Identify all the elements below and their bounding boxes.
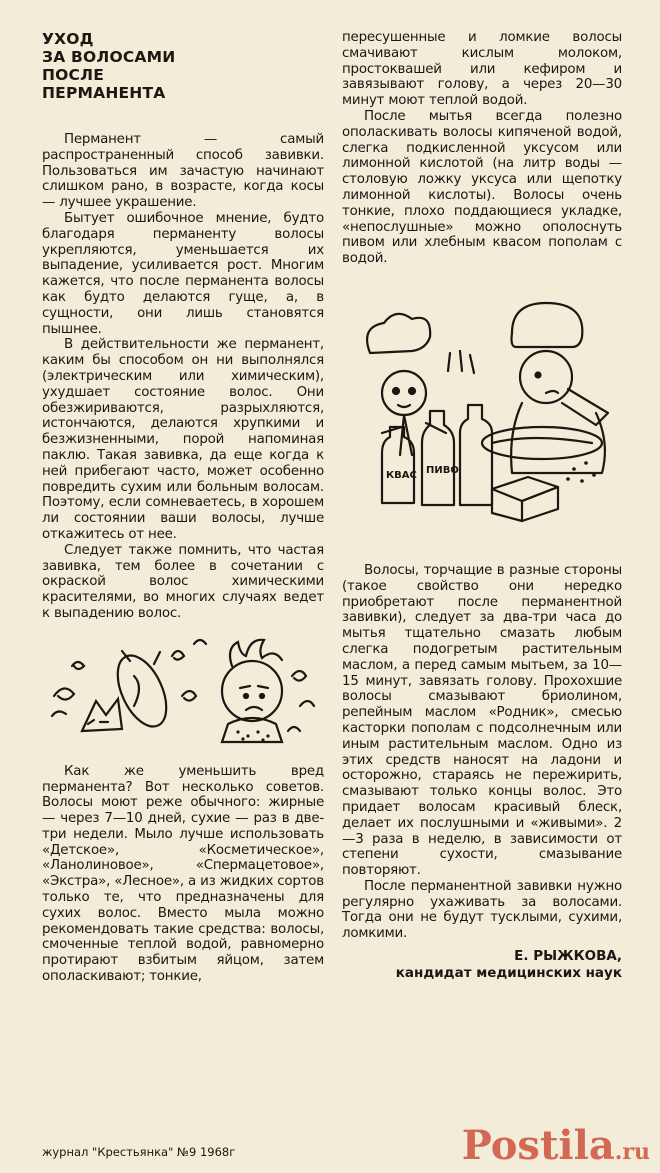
- paragraph: После перманентной завивки нужно регулярно ухаживать за волосами. Тогда они не будут тусклыми, сухими, ломкими.: [342, 878, 622, 942]
- watermark-suffix: .ru: [614, 1139, 650, 1165]
- author-signature: [342, 948, 622, 982]
- title-line: ПОСЛЕ: [42, 66, 104, 84]
- article-title: [42, 30, 324, 102]
- paragraph: Волосы, торчащие в разные стороны (такое свойство они нередко приобретают после перманентной завивки), следует за два-три часа до мытья тщательно смазать любым слегка подогретым растительным маслом, а перед самым мытьем, за 10—15 минут, завязать голову. Прохохшие волосы смазывают бриолином, репейным маслом «Родник», смесью касторки пополам с подсолнечным или иным растительным маслом. Одно из этих средств наносят на ладони и осторожно, стараясь не пережирить, смазывают только концы волос. Это придает волосам красивый блеск, делает их послушными и «живыми». 2—3 раза в неделю, в зависимости от степени сухости, смазывание повторяют.: [342, 562, 622, 879]
- paragraph: Бытует ошибочное мнение, будто благодаря перманенту волосы укрепляются, уменьшается их выпадение, усиливается рост. Многим кажется, что после перманента волосы как будто делаются гуще, а, в сущности, они лишь становятся пышнее.: [42, 210, 324, 337]
- cartoon-drawing: [342, 293, 622, 533]
- bottle-label-kvass: КВАС: [386, 469, 417, 481]
- author-name: Е. РЫЖКОВА,: [514, 948, 622, 965]
- left-column: [42, 30, 324, 985]
- paragraph: пересушенные и ломкие волосы смачивают кислым молоком, простоквашей или кефиром и завязывают голову, а через 20—30 минут моют теплой водой.: [342, 30, 622, 109]
- paragraph: Следует также помнить, что частая завивка, тем более в сочетании с окраской волос химическими красителями, во многих случаях ведет к выпадению волос.: [42, 542, 324, 621]
- paragraph: После мытья всегда полезно ополаскивать волосы кипяченой водой, слегка подкисленной уксусом или лимонной кислотой (на литр воды — столовую ложку уксуса или щепотку лимонной кислоты). Волосы очень тонкие, плохо поддающиеся укладке, «непослушные» можно ополоснуть пивом или хлебным квасом пополам с водой.: [342, 108, 622, 267]
- paragraph: Перманент — самый распространенный способ завивки. Пользоваться им зачастую начинают слишком рано, в возрасте, когда косы — лучшее украшение.: [42, 132, 324, 211]
- right-column: [342, 30, 622, 982]
- cartoon-drawing: [42, 636, 324, 746]
- title-line: УХОД: [42, 30, 94, 48]
- source-caption: журнал "Крестьянка" №9 1968г: [42, 1145, 236, 1159]
- watermark-main: Postila: [461, 1122, 615, 1169]
- title-line: ПЕРМАНЕНТА: [42, 84, 166, 102]
- paragraph: В действительности же перманент, каким бы способом он ни выполнялся (электрическим или химическим), ухудшает состояние волос. Они обезжириваются, разрыхляются, истончаются, делаются хрупкими и безжизненными, порой напоминая паклю. Такая завивка, да еще когда к ней прибегают часто, может особенно повредить сухим или больным волосам. Поэтому, если сомневаетесь, в хорошем ли состоянии ваши волосы, лучше откажитесь от нее.: [42, 337, 324, 542]
- tangled-hair-illustration: [42, 636, 324, 750]
- paragraph: Как же уменьшить вред перманента? Вот несколько советов. Волосы моют реже обычного: жирные — через 7—10 дней, сухие — раз в две-три недели. Мыло лучше использовать «Детское», «Косметическое», «Ланолиновое», «Спермацетовое», «Экстра», «Лесное», а из жидких сортов только те, что предназначены для сухих волос. Вместо мыла можно рекомендовать такие средства: волосы, смоченные теплой водой, равномерно протирают взбитым яйцом, затем ополаскивают; тонкие,: [42, 763, 324, 985]
- bottle-label-beer: ПИВО: [426, 464, 459, 476]
- title-line: ЗА ВОЛОСАМИ: [42, 48, 176, 66]
- watermark: [462, 1122, 650, 1169]
- author-title: кандидат медицинских наук: [395, 965, 622, 982]
- kvass-beer-illustration: [342, 293, 622, 537]
